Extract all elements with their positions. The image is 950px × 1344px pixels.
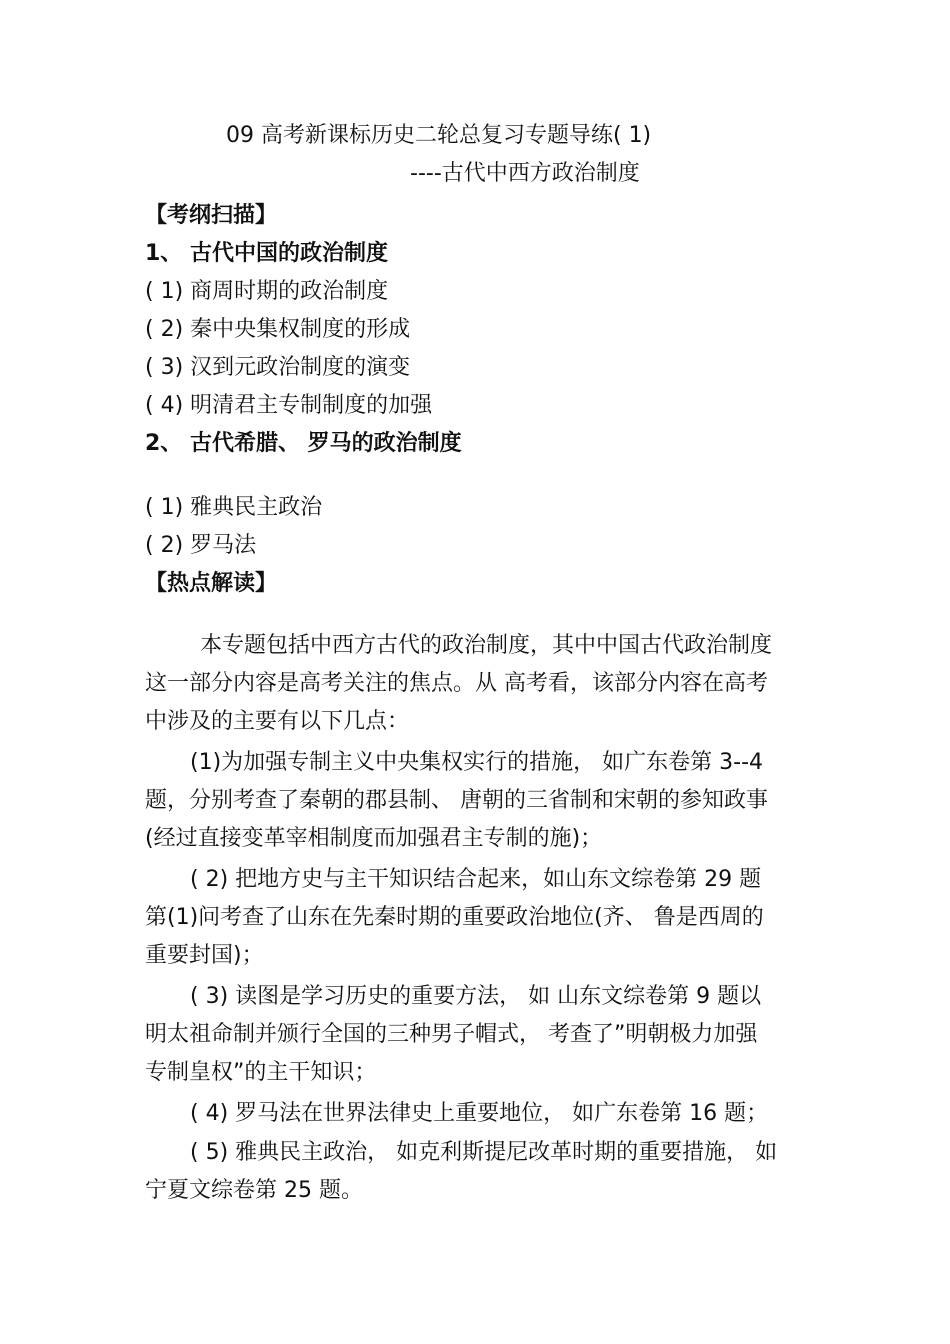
intro-line-1: 本专题包括中西方古代的政治制度，其中中国古代政治制度 (200, 633, 773, 658)
point-1-line-3: (经过直接变革宰相制度而加强君主专制的施)； (145, 826, 603, 851)
point-1-line-2: 题，分别考查了秦朝的郡县制、 唐朝的三省制和宋朝的参知政事 (145, 788, 768, 813)
point-1-paragraph (145, 744, 810, 858)
point-2-line-1: ( 2) 把地方史与主干知识结合起来，如山东文综卷第 29 题 (190, 867, 762, 892)
part1-item-3: ( 3) 汉到元政治制度的演变 (145, 355, 411, 380)
point-3-paragraph (145, 978, 810, 1092)
document-subtitle: ----古代中西方政治制度 (410, 161, 640, 186)
point-1-line-1: (1)为加强专制主义中央集权实行的措施， 如广东卷第 3--4 (190, 750, 764, 775)
point-2-line-2: 第(1)问考查了山东在先秦时期的重要政治地位(齐、 鲁是西周的 (145, 905, 764, 930)
part1-item-1: ( 1) 商周时期的政治制度 (145, 279, 389, 304)
intro-line-2: 这一部分内容是高考关注的焦点。从 高考看，该部分内容在高考 (145, 671, 768, 696)
part1-heading: 1、 古代中国的政治制度 (145, 241, 388, 266)
point-2-line-3: 重要封国)； (145, 943, 264, 968)
point-3-line-1: ( 3) 读图是学习历史的重要方法， 如 山东文综卷第 9 题以 (190, 984, 762, 1009)
point-5-line-1: ( 5) 雅典民主政治， 如克利斯提尼改革时期的重要措施， 如 (190, 1140, 778, 1165)
point-2-paragraph (145, 861, 810, 975)
point-4-paragraph (145, 1095, 810, 1133)
part2-item-2: ( 2) 罗马法 (145, 533, 257, 558)
part2-item-1: ( 1) 雅典民主政治 (145, 495, 323, 520)
part2-heading: 2、 古代希腊、 罗马的政治制度 (145, 431, 462, 456)
intro-line-3: 中涉及的主要有以下几点： (145, 709, 410, 734)
point-3-line-2: 明太祖命制并颁行全国的三种男子帽式， 考查了”明朝极力加强 (145, 1022, 758, 1047)
part1-item-2: ( 2) 秦中央集权制度的形成 (145, 317, 411, 342)
point-5-line-2: 宁夏文综卷第 25 题。 (145, 1178, 363, 1203)
point-4-line-1: ( 4) 罗马法在世界法律史上重要地位， 如广东卷第 16 题； (190, 1101, 769, 1126)
intro-paragraph (145, 627, 810, 741)
section-heading-kaogang: 【考纲扫描】 (145, 203, 278, 228)
section-heading-redian: 【热点解读】 (145, 571, 278, 596)
part1-item-4: ( 4) 明清君主专制制度的加强 (145, 393, 433, 418)
point-3-line-3: 专制皇权”的主干知识； (145, 1060, 377, 1085)
point-5-paragraph (145, 1134, 810, 1210)
document-title: 09 高考新课标历史二轮总复习专题导练( 1) (226, 123, 652, 148)
